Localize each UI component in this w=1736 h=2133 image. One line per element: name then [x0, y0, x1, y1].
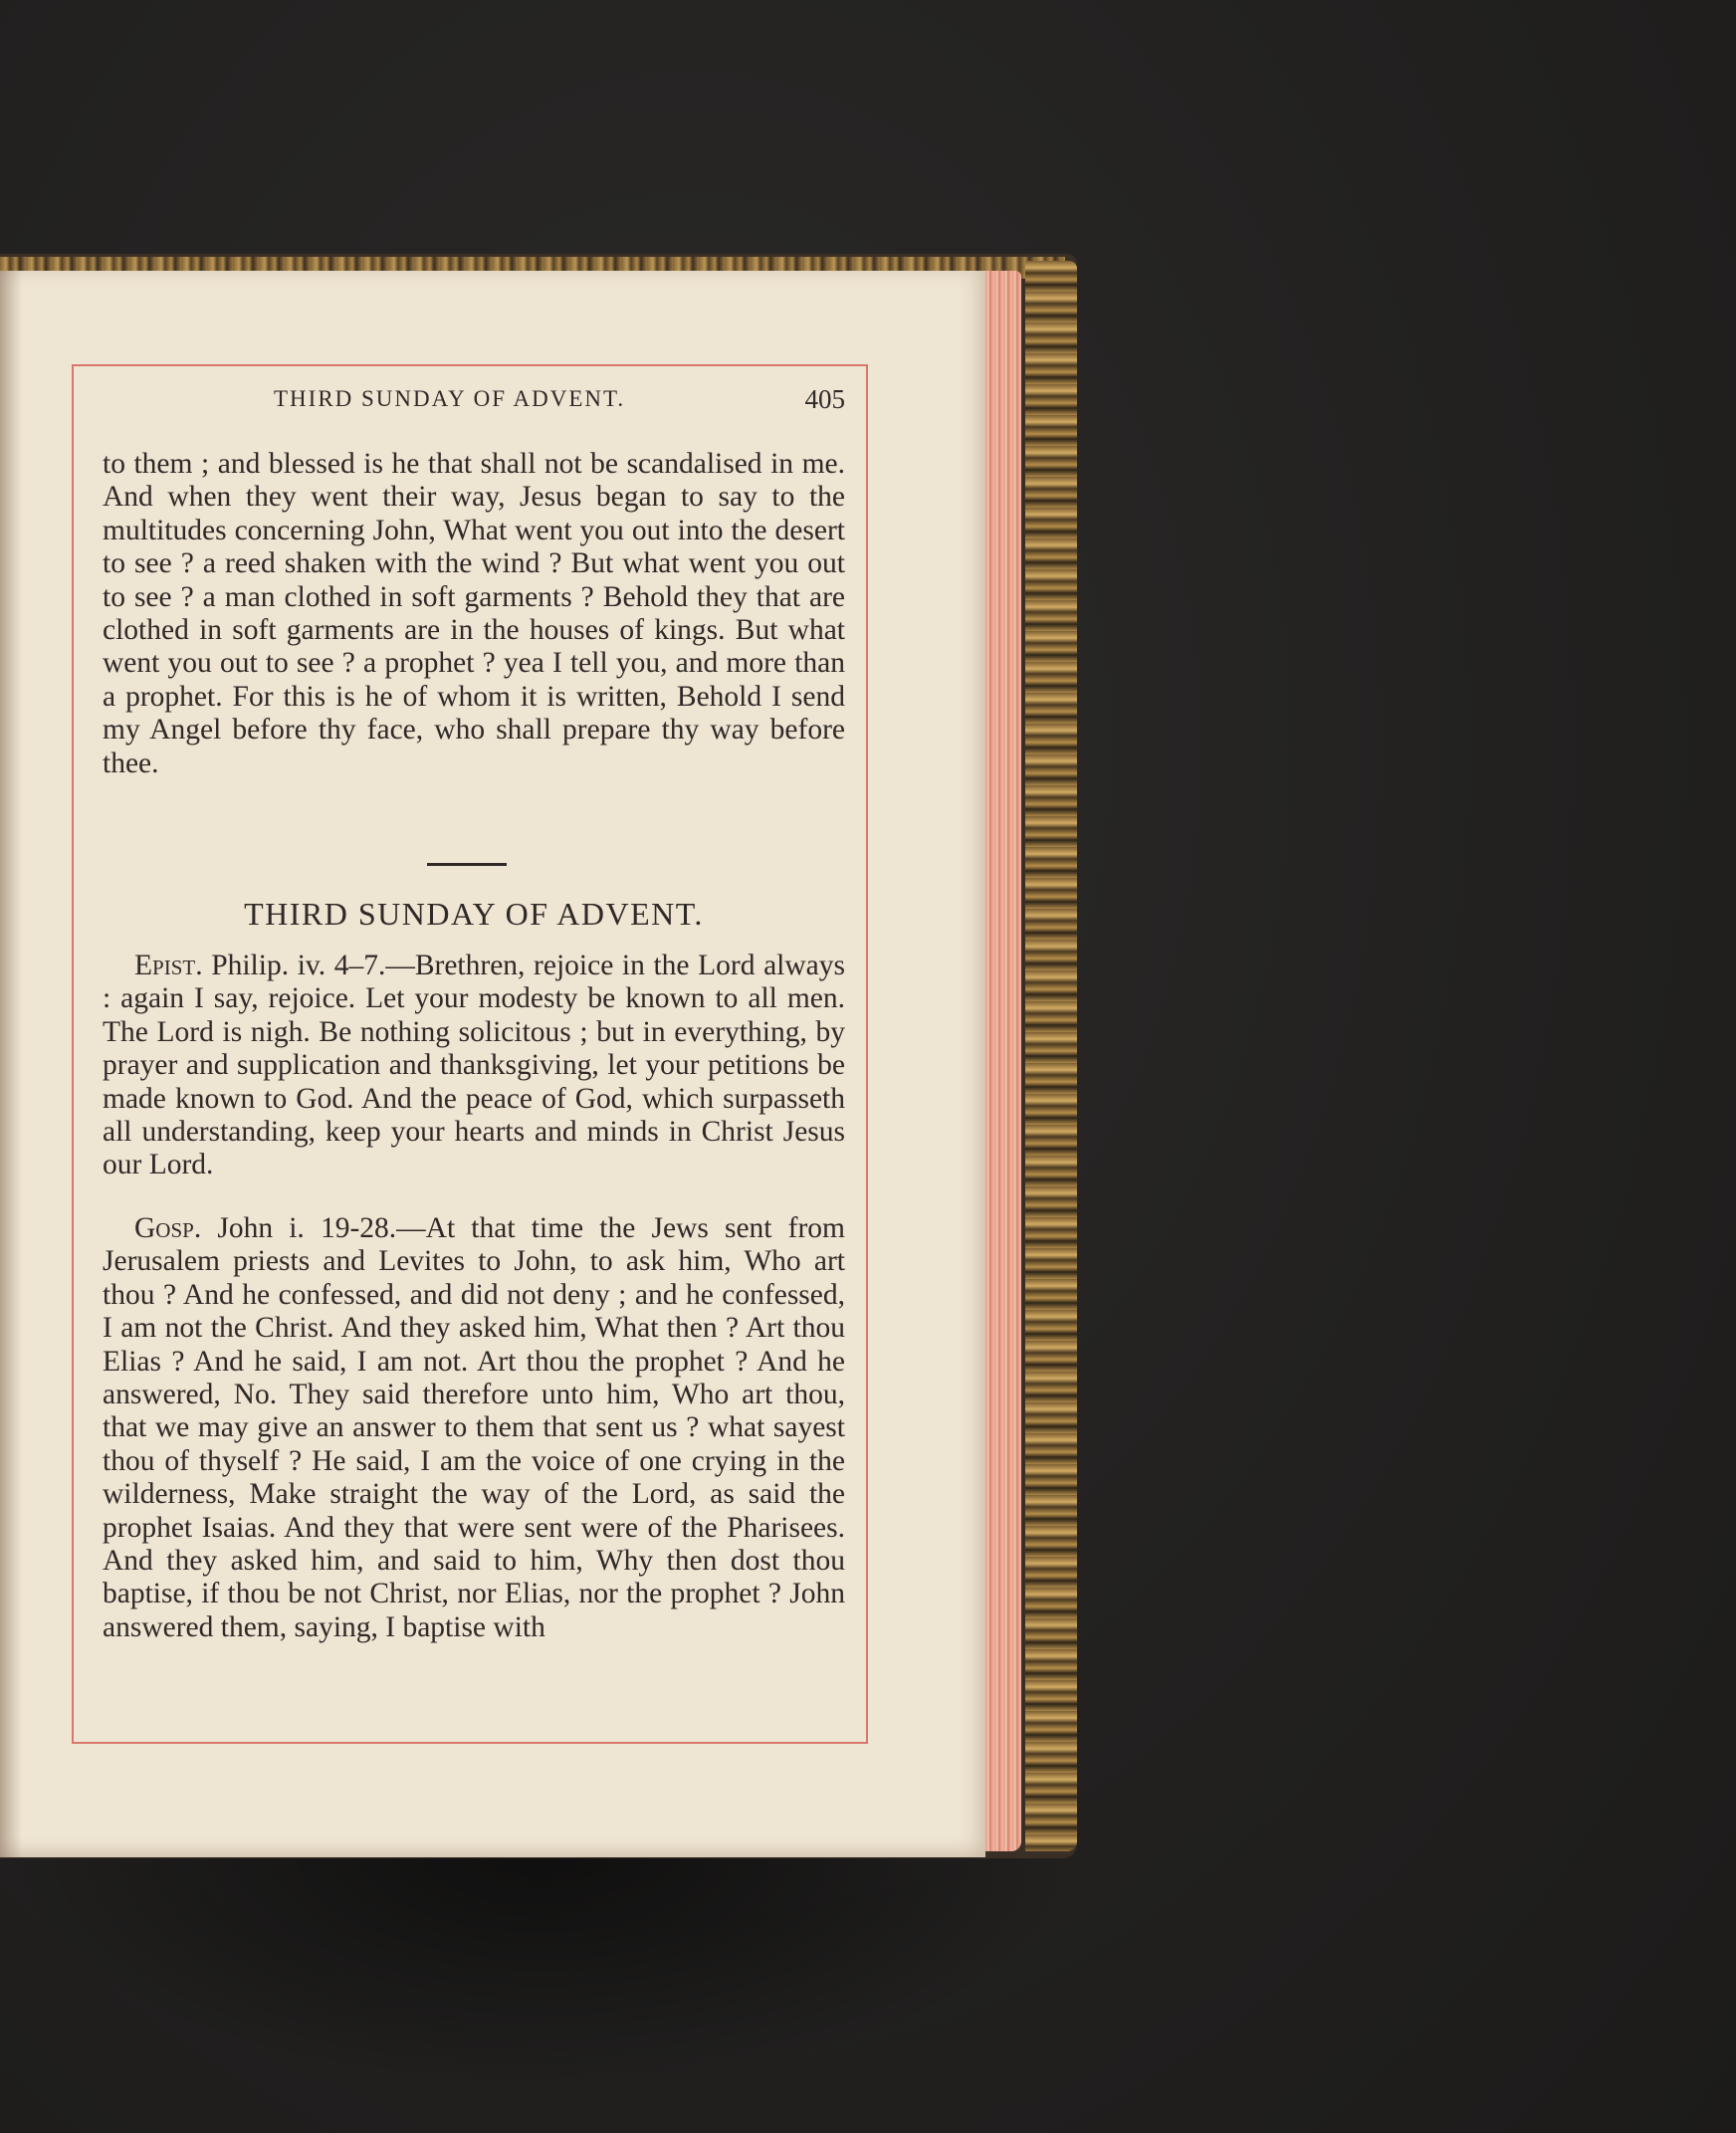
epistle-lead: Epist. — [134, 950, 203, 981]
page-number: 405 — [804, 384, 845, 414]
epistle-paragraph — [103, 950, 845, 1182]
spine-shadow — [0, 271, 22, 1857]
section-rule — [427, 863, 507, 866]
gospel-text: John i. 19-28.—At that time the Jews sent from Jerusalem priests and Levites to John, to ask him, Who art thou ? And he confessed, and did not deny ; and he confessed, I am not the Christ. And they asked him, What then ? Art thou Elias ? And he said, I am not. Art thou the prophet ? And he answered, No. They said therefore unto him, Who art thou, that we may give an answer to them that sent us ? what sayest thou of thyself ? He said, I am the voice of one crying in the wilderness, Make straight the way of the Lord, as said the prophet Isaias. And they that were sent were of the Pharisees. And they asked him, and said to him, Why then dost thou baptise, if thou be not Christ, nor Elias, nor the prophet ? John answered them, saying, I baptise with — [103, 1212, 845, 1643]
section-heading: THIRD SUNDAY OF ADVENT. — [244, 896, 704, 932]
running-head — [103, 376, 845, 426]
book-shadow — [0, 1851, 1085, 2090]
running-head-title: THIRD SUNDAY OF ADVENT. — [274, 386, 626, 411]
gospel-paragraph — [103, 1212, 845, 1644]
continuation-paragraph: to them ; and blessed is he that shall not be scandalised in me. And when they went their way, Jesus began to say to the multitudes concerning John, What went you out into the desert to see ? a reed shaken with the wind ? But what went you out to see ? a man clothed in soft garments ? Behold they that are clothed in soft garments are in the houses of kings. But what went you out to see ? a prophet ? yea I tell you, and more than a prophet. For this is he of whom it is written, Behold I send my Angel before thy face, who shall prepare thy way before thee. — [103, 448, 845, 779]
epistle-text: Philip. iv. 4–7.—Brethren, rejoice in the Lord always : again I say, rejoice. Let your modesty be known to all men. The Lord is nigh. Be nothing solicitous ; but in everything, by prayer and supplication and thanksgiving, let your petitions be made known to God. And the peace of God, which surpasseth all understanding, keep your hearts and minds in Christ Jesus our Lord. — [103, 950, 845, 1181]
gilt-fore-edge — [1025, 261, 1077, 1851]
gospel-lead: Gosp. — [134, 1212, 202, 1244]
